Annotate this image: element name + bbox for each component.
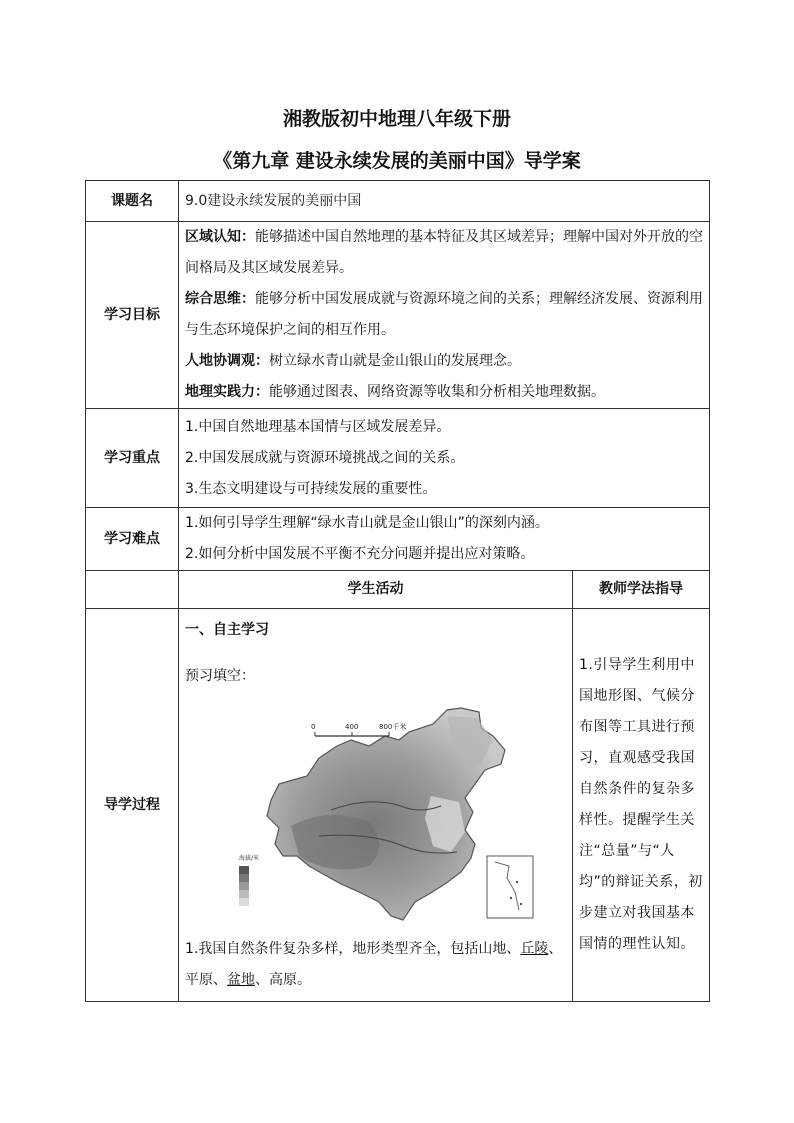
blank-answer: 盆地 (227, 971, 255, 988)
key-points-row (86, 409, 710, 508)
doc-subtitle: 《第九章 建设永续发展的美丽中国》导学案 (213, 150, 581, 172)
guide-cell (573, 609, 710, 1002)
blank-answer: 丘陵 (520, 940, 549, 957)
activity-cell (179, 609, 573, 1002)
lesson-plan-table (85, 180, 710, 1002)
key-point-item: 1.中国自然地理基本国情与区域发展差异。 (185, 418, 451, 435)
elevation-legend (239, 854, 259, 906)
goal-item: 人地协调观：树立绿水青山就是金山银山的发展理念。 (185, 353, 521, 369)
svg-text:0: 0 (311, 722, 316, 731)
map-scale-bar (311, 722, 406, 736)
fill-blank-question: 1.我国自然条件复杂多样，地形类型齐全，包括山地、丘陵、平原、盆地、高原。 (185, 940, 563, 988)
topic-value: 9.0建设永续发展的美丽中国 (179, 181, 710, 222)
svg-text:800千米: 800千米 (379, 722, 407, 731)
topic-label: 课题名 (86, 181, 179, 222)
goal-item: 地理实践力：能够通过图表、网络资源等收集和分析相关地理数据。 (185, 384, 605, 400)
difficulty-item: 2.如何分析中国发展不平衡不充分问题并提出应对策略。 (185, 546, 535, 562)
goals-content (179, 222, 710, 409)
process-label: 导学过程 (86, 609, 179, 1002)
goal-item: 区域认知：能够描述中国自然地理的基本特征及其区域差异；理解中国对外开放的空间格局及其区域发展差异。 (185, 229, 703, 276)
goal-item: 综合思维：能够分析中国发展成就与资源环境之间的关系；理解经济发展、资源利用与生态环境保护之间的相互作用。 (185, 291, 703, 338)
goals-label: 学习目标 (86, 222, 179, 409)
process-row (86, 609, 710, 1002)
guide-text: 1.引导学生利用中国地形图、气候分布图等工具进行预习，直观感受我国自然条件的复杂多样性。提醒学生关注“总量”与“人均”的辩证关系，初步建立对我国基本国情的理性认知。 (579, 657, 703, 952)
key-point-item: 2.中国发展成就与资源环境挑战之间的关系。 (185, 449, 465, 466)
guide-column-header: 教师学法指导 (573, 571, 710, 609)
activity-column-header: 学生活动 (179, 571, 573, 609)
china-map-image (219, 706, 559, 928)
key-points-label: 学习重点 (86, 409, 179, 508)
svg-text:海拔/米: 海拔/米 (239, 854, 260, 862)
south-sea-inset (487, 856, 533, 918)
china-terrain-map (219, 706, 559, 928)
difficulty-item: 1.如何引导学生理解“绿水青山就是金山银山”的深刻内涵。 (185, 515, 549, 531)
difficulties-row (86, 508, 710, 571)
svg-text:400: 400 (345, 722, 359, 731)
difficulties-content (179, 508, 710, 571)
goals-row (86, 222, 710, 409)
key-point-item: 3.生态文明建设与可持续发展的重要性。 (185, 480, 437, 497)
column-header-row (86, 571, 710, 609)
key-points-content (179, 409, 710, 508)
topic-row (86, 181, 710, 222)
section-title: 一、自主学习 (185, 621, 269, 638)
fill-prompt: 预习填空： (185, 667, 255, 684)
difficulties-label: 学习难点 (86, 508, 179, 571)
doc-title: 湘教版初中地理八年级下册 (282, 108, 511, 130)
blank-header-cell (86, 571, 179, 609)
